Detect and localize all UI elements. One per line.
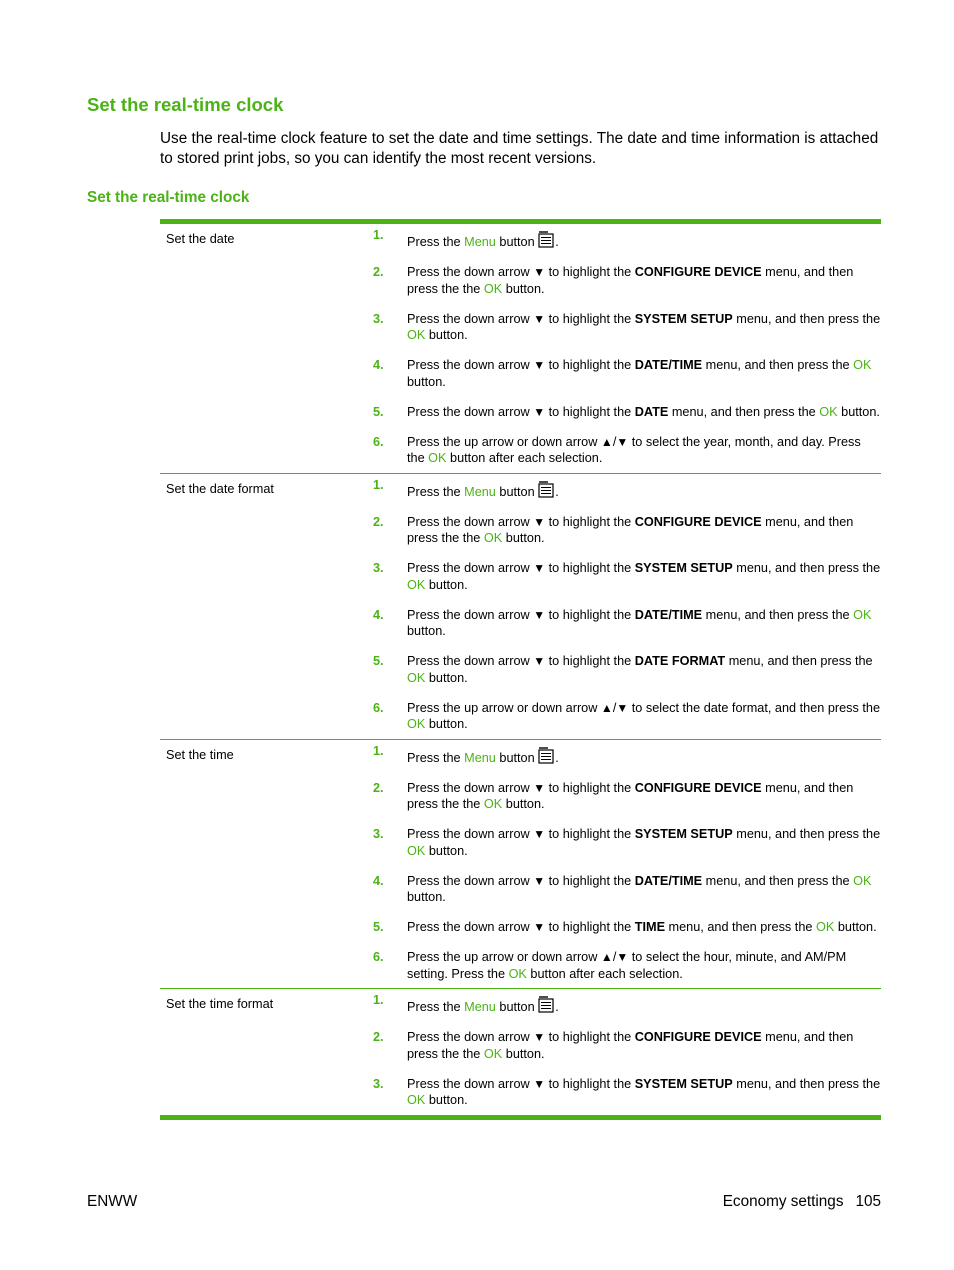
down-arrow-icon: ▼ xyxy=(533,514,546,529)
list-item xyxy=(373,949,881,982)
menu-button-icon xyxy=(538,747,555,764)
list-item xyxy=(373,780,881,813)
row-label: Set the time xyxy=(166,747,234,762)
menu-name: DATE/TIME xyxy=(634,607,703,622)
down-arrow-icon: ▼ xyxy=(533,265,546,279)
step-number: 1. xyxy=(373,477,384,492)
step-number: 4. xyxy=(373,358,384,372)
list-item xyxy=(373,743,881,767)
step-text: Press the down arrow ▼ to highlight the DATE/TIME menu, and then press the OK button. xyxy=(407,607,872,638)
procedure-table xyxy=(160,219,881,1120)
page-number: 105 xyxy=(855,1193,881,1210)
list-item xyxy=(373,700,881,733)
step-text: Press the down arrow ▼ to highlight the DATE/TIME menu, and then press the OK button. xyxy=(407,358,872,389)
down-arrow-icon: ▼ xyxy=(616,950,629,964)
step-number: 1. xyxy=(373,743,384,758)
step-number: 4. xyxy=(373,873,384,888)
ok-keyword: OK xyxy=(508,966,527,981)
step-number: 6. xyxy=(373,950,384,964)
table-row xyxy=(160,739,881,989)
down-arrow-icon: ▼ xyxy=(533,873,546,888)
step-text: Press the Menu button . xyxy=(407,231,881,251)
list-item xyxy=(373,919,881,936)
ok-keyword: OK xyxy=(853,873,872,888)
footer-right xyxy=(723,1193,881,1211)
menu-button-icon xyxy=(538,231,555,248)
list-item xyxy=(373,434,881,467)
step-text: Press the down arrow ▼ to highlight the CONFIGURE DEVICE menu, and then press the the OK button. xyxy=(407,1030,854,1061)
menu-name: DATE FORMAT xyxy=(634,654,726,668)
down-arrow-icon: ▼ xyxy=(616,434,629,449)
ok-keyword: OK xyxy=(815,920,835,934)
down-arrow-icon: ▼ xyxy=(533,311,546,326)
list-item xyxy=(373,1076,881,1109)
list-item xyxy=(373,993,881,1016)
down-arrow-icon: ▼ xyxy=(616,700,629,715)
list-item xyxy=(373,264,881,297)
list-item xyxy=(373,560,881,593)
menu-name: TIME xyxy=(634,920,666,934)
list-item xyxy=(373,653,881,686)
list-item xyxy=(373,311,881,344)
step-number: 3. xyxy=(373,311,384,326)
step-text: Press the down arrow ▼ to highlight the CONFIGURE DEVICE menu, and then press the the OK button. xyxy=(407,514,854,545)
step-text: Press the down arrow ▼ to highlight the DATE FORMAT menu, and then press the OK button. xyxy=(407,654,873,685)
row-label: Set the time format xyxy=(166,997,274,1011)
step-number: 6. xyxy=(373,700,384,715)
menu-name: SYSTEM SETUP xyxy=(634,561,733,575)
step-text: Press the down arrow ▼ to highlight the SYSTEM SETUP menu, and then press the OK button. xyxy=(407,311,881,342)
step-text: Press the up arrow or down arrow ▲/▼ to select the hour, minute, and AM/PM setting. Press the OK button after each selection. xyxy=(407,950,847,981)
step-text: Press the down arrow ▼ to highlight the DATE menu, and then press the OK button. xyxy=(407,404,880,419)
step-list xyxy=(373,993,881,1109)
section-title: Set the real-time clock xyxy=(87,94,284,115)
step-number: 4. xyxy=(373,607,384,622)
step-number: 5. xyxy=(373,654,384,668)
ok-keyword: OK xyxy=(407,843,426,858)
table-row xyxy=(160,473,881,739)
ok-keyword: OK xyxy=(483,797,503,811)
ok-keyword: OK xyxy=(428,451,447,465)
down-arrow-icon: ▼ xyxy=(533,358,546,372)
step-number: 5. xyxy=(373,920,384,934)
ok-keyword: OK xyxy=(407,328,426,342)
ok-keyword: OK xyxy=(407,1093,426,1107)
menu-name: CONFIGURE DEVICE xyxy=(634,780,762,795)
step-number: 1. xyxy=(373,993,384,1007)
step-text: Press the down arrow ▼ to highlight the CONFIGURE DEVICE menu, and then press the the OK button. xyxy=(407,780,854,811)
list-item xyxy=(373,607,881,640)
down-arrow-icon: ▼ xyxy=(533,607,546,622)
step-text: Press the down arrow ▼ to highlight the DATE/TIME menu, and then press the OK button. xyxy=(407,873,872,904)
ok-keyword: OK xyxy=(853,607,872,622)
ok-keyword: OK xyxy=(407,577,426,592)
step-text: Press the up arrow or down arrow ▲/▼ to select the date format, and then press the OK button. xyxy=(407,700,881,731)
table-row xyxy=(160,988,881,1115)
ok-keyword: OK xyxy=(819,404,838,419)
subsection-title: Set the real-time clock xyxy=(87,189,250,206)
ok-keyword: OK xyxy=(483,531,503,545)
menu-name: CONFIGURE DEVICE xyxy=(634,265,762,279)
down-arrow-icon: ▼ xyxy=(533,827,546,841)
step-list xyxy=(373,743,881,983)
up-arrow-icon: ▲ xyxy=(600,950,613,964)
ok-keyword: OK xyxy=(407,670,426,685)
ok-keyword: OK xyxy=(483,1046,503,1061)
menu-keyword: Menu xyxy=(464,235,496,249)
footer-left: ENWW xyxy=(87,1193,138,1210)
ok-keyword: OK xyxy=(853,358,872,372)
table-row xyxy=(160,224,881,473)
down-arrow-icon: ▼ xyxy=(533,404,546,419)
list-item xyxy=(373,514,881,547)
list-item xyxy=(373,228,881,251)
step-text: Press the down arrow ▼ to highlight the TIME menu, and then press the OK button. xyxy=(407,920,877,934)
step-number: 2. xyxy=(373,780,384,795)
list-item xyxy=(373,357,881,390)
step-text: Press the up arrow or down arrow ▲/▼ to select the year, month, and day. Press the OK button after each selection. xyxy=(407,434,861,465)
ok-keyword: OK xyxy=(407,717,426,731)
row-label: Set the date format xyxy=(166,481,274,496)
step-list xyxy=(373,477,881,733)
list-item xyxy=(373,826,881,859)
menu-button-icon xyxy=(538,481,555,498)
menu-name: SYSTEM SETUP xyxy=(634,311,733,326)
intro-paragraph: Use the real-time clock feature to set the date and time settings. The date and time information is attached to stored print jobs, so you can identify the most recent versions. xyxy=(160,130,879,167)
down-arrow-icon: ▼ xyxy=(533,561,546,575)
down-arrow-icon: ▼ xyxy=(533,1076,546,1091)
step-text: Press the Menu button . xyxy=(407,747,881,767)
step-text: Press the down arrow ▼ to highlight the SYSTEM SETUP menu, and then press the OK button. xyxy=(407,827,881,858)
menu-name: CONFIGURE DEVICE xyxy=(634,514,762,529)
menu-name: CONFIGURE DEVICE xyxy=(634,1030,762,1044)
down-arrow-icon: ▼ xyxy=(533,780,546,795)
step-text: Press the down arrow ▼ to highlight the SYSTEM SETUP menu, and then press the OK button. xyxy=(407,1076,881,1107)
step-number: 3. xyxy=(373,1076,384,1091)
up-arrow-icon: ▲ xyxy=(600,434,613,449)
row-label: Set the date xyxy=(166,232,235,246)
step-text: Press the Menu button . xyxy=(407,481,881,501)
up-arrow-icon: ▲ xyxy=(600,700,613,715)
menu-name: DATE/TIME xyxy=(634,358,703,372)
step-number: 2. xyxy=(373,1030,384,1044)
ok-keyword: OK xyxy=(483,281,503,296)
step-number: 5. xyxy=(373,404,384,419)
step-list xyxy=(373,228,881,467)
menu-name: SYSTEM SETUP xyxy=(634,827,733,841)
step-number: 2. xyxy=(373,514,384,529)
menu-name: DATE xyxy=(634,404,669,419)
step-number: 1. xyxy=(373,228,384,242)
list-item xyxy=(373,404,881,421)
list-item xyxy=(373,1029,881,1062)
menu-keyword: Menu xyxy=(464,1000,496,1014)
menu-keyword: Menu xyxy=(464,484,496,499)
footer-section: Economy settings xyxy=(722,1193,844,1210)
down-arrow-icon: ▼ xyxy=(533,920,546,934)
step-number: 3. xyxy=(373,827,384,841)
step-number: 3. xyxy=(373,561,384,575)
step-text: Press the down arrow ▼ to highlight the CONFIGURE DEVICE menu, and then press the the OK button. xyxy=(407,265,854,296)
menu-name: SYSTEM SETUP xyxy=(634,1076,733,1091)
step-number: 2. xyxy=(373,265,384,279)
down-arrow-icon: ▼ xyxy=(533,654,546,668)
step-text: Press the down arrow ▼ to highlight the SYSTEM SETUP menu, and then press the OK button. xyxy=(407,561,881,592)
step-text: Press the Menu button . xyxy=(407,996,881,1016)
menu-keyword: Menu xyxy=(464,750,496,765)
down-arrow-icon: ▼ xyxy=(533,1030,546,1044)
step-number: 6. xyxy=(373,434,384,449)
list-item xyxy=(373,477,881,501)
list-item xyxy=(373,873,881,906)
menu-button-icon xyxy=(538,996,555,1013)
menu-name: DATE/TIME xyxy=(634,873,703,888)
